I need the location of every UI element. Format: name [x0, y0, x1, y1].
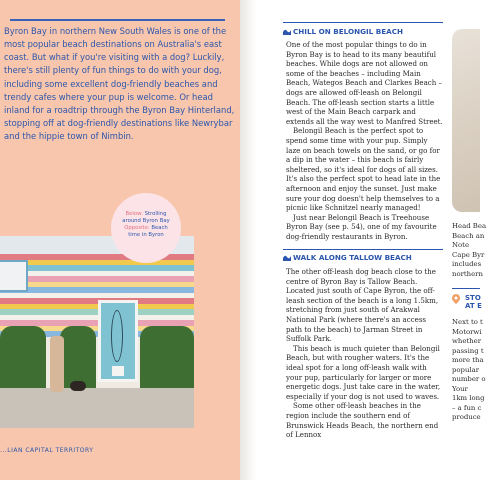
text-line: Head Bea	[452, 222, 486, 230]
caption-below-label: Below:	[125, 211, 143, 217]
caption-opposite-text: Beach time in Byron	[128, 225, 168, 239]
heading-line: STO	[465, 294, 481, 302]
text-line: Note	[452, 241, 470, 249]
text-line: Motorwi	[452, 327, 482, 336]
door-sign	[112, 366, 124, 376]
intro-paragraph: Byron Bay in northern New South Wales is one of the most popular beach destinations on Australia's east coast. But what if you're visiting with a dog? Luckily, there's still plenty of fun things to do with your dog, including some excellent dog-friendly beaches and trendy cafes where your pup is welcome. Or head inland for a roadtrip through the Byron Bay Hinterland, stopping off at dog-friendly destinations like Newrybar and the hippie town of Nimbin.	[4, 26, 235, 142]
heading-line: AT E	[465, 302, 482, 310]
section-heading-cropped	[465, 294, 480, 310]
paragraph: Just near Belongil Beach is Treehouse Byron Bay (see p. 54), one of my favourite dog-friendly restaurants in Byron.	[286, 212, 437, 241]
paragraph: One of the most popular things to do in Byron Bay is to head to its many beautiful beaches. While dogs are not allowed on some of the beaches – including Main Beach, Wategos Beach and Clarkes Beach – dogs are allowed off-leash on Belongil Beach. The off-leash section starts a little west of the Main Beach carpark and extends all the way west to Manfred Street.	[286, 40, 443, 126]
section-body-tallow	[286, 267, 444, 440]
column-cropped-top	[452, 222, 486, 279]
caption-opposite-label: Opposite:	[124, 225, 150, 232]
dog	[70, 381, 86, 391]
window	[0, 260, 28, 292]
text-line: – a fun c	[452, 403, 482, 412]
top-rule	[10, 19, 225, 21]
section-body-belongil	[286, 40, 444, 241]
section-heading-tallow: WALK ALONG TALLOW BEACH	[293, 253, 412, 262]
text-line: Next to t	[452, 318, 483, 326]
section-heading-belongil: CHILL ON BELONGIL BEACH	[293, 27, 403, 36]
photo-caption-badge	[111, 193, 181, 263]
text-line: 1km long	[452, 394, 485, 402]
text-line: number o	[452, 375, 486, 383]
paragraph: This beach is much quieter than Belongil Beach, but with rougher waters. It's the ideal spot for a long off-leash walk with your pup, particularly for larger or more energetic dogs. Just take care in the water, especially if your dog is not used to waves.	[286, 343, 441, 401]
text-line: more tha	[452, 356, 484, 364]
column-cropped-bottom	[452, 318, 486, 423]
section-rule	[283, 22, 443, 23]
text-line: whether	[452, 337, 481, 345]
text-line: Cape Byr	[452, 250, 485, 259]
paragraph: The other off-leash dog beach close to the centre of Byron Bay is Tallow Beach. Located just south of Cape Byron, the off-leash section of the beach is a long 1.5km, stretching from just south of Arakwal National Park (where there's an access path to the beach) to Jarman Street in Suffolk Park.	[286, 267, 439, 344]
text-line: passing t	[452, 346, 484, 355]
pavement	[0, 388, 194, 428]
photo-striped-building	[0, 236, 194, 428]
hedge	[60, 326, 96, 388]
text-line: produce	[452, 413, 481, 421]
person-walking	[50, 336, 64, 392]
map-pin-icon	[452, 294, 460, 304]
running-footer: ...LIAN CAPITAL TERRITORY	[0, 447, 94, 454]
text-line: Your	[452, 384, 468, 393]
text-line: includes	[452, 260, 482, 268]
text-line: popular	[452, 365, 480, 374]
wave-icon	[283, 27, 291, 35]
paragraph: Belongil Beach is the perfect spot to spend some time with your pup. Simply laze on beach towels on the sand, or go for a dip in the water – this beach is fairly sheltered, so it's ideal for dogs of all sizes. It's also the perfect spot to head late in the afternoon and enjoy the sunset. Just make sure your dog doesn't help themselves to a picnic like Schnitzel nearly managed!	[286, 126, 441, 213]
text-line: northern	[452, 269, 483, 278]
section-rule	[283, 249, 443, 250]
text-line: Beach an	[452, 231, 485, 240]
hedge	[0, 326, 46, 388]
surfboard-icon	[111, 310, 123, 362]
paragraph: Some other off-leash beaches in the region include the southern end of Brunswick Heads Beach, the northern end of Lennox	[286, 401, 439, 440]
book-gutter	[240, 0, 256, 480]
caption-below-text: Strolling around Byron Bay	[122, 211, 170, 225]
left-page	[0, 0, 240, 480]
hedge	[140, 326, 194, 388]
photo-sandstone	[452, 29, 480, 212]
section-rule	[452, 288, 480, 289]
wave-icon	[283, 253, 291, 261]
